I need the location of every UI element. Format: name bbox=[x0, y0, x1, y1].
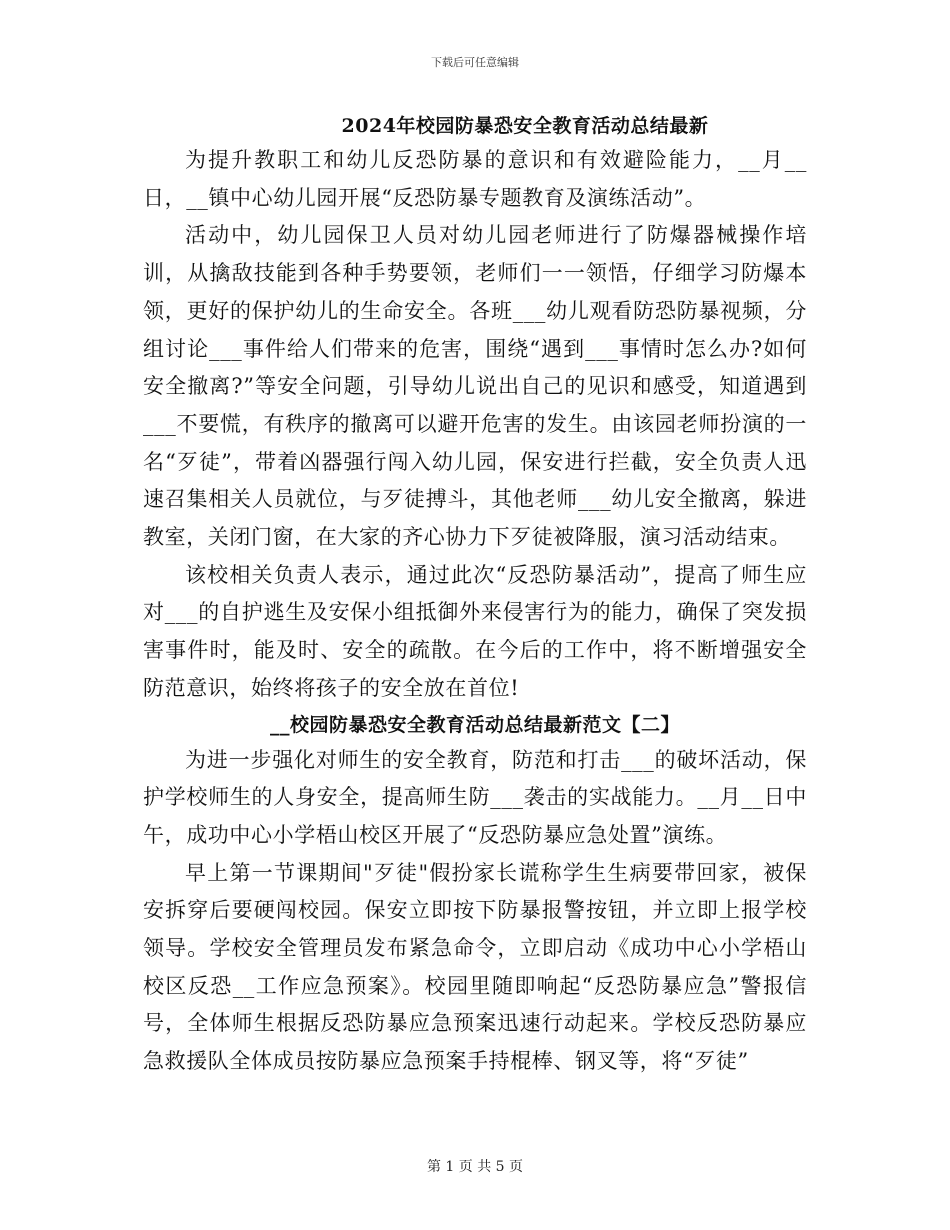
paragraph: 为提升教职工和幼儿反恐防暴的意识和有效避险能力，__月__日，__镇中心幼儿园开展“反恐防暴专题教育及演练活动”。 bbox=[143, 148, 807, 210]
document-body bbox=[143, 110, 807, 1081]
paragraph: 为进一步强化对师生的安全教育，防范和打击___的破坏活动，保护学校师生的人身安全，提高师生防___袭击的实战能力。__月__日中午，成功中心小学梧山校区开展了“反恐防暴应急处置”演练。 bbox=[143, 747, 807, 847]
page-header-note: 下载后可任意编辑 bbox=[431, 56, 519, 69]
section-title: __校园防暴恐安全教育活动总结最新范文【二】 bbox=[269, 713, 680, 736]
paragraph: 活动中，幼儿园保卫人员对幼儿园老师进行了防爆器械操作培训，从擒敌技能到各种手势要领，老师们一一领悟，仔细学习防爆本领，更好的保护幼儿的生命安全。各班___幼儿观看防恐防暴视频，分组讨论___事件给人们带来的危害，围绕“遇到___事情时怎么办?如何安全撤离?”等安全问题，引导幼儿说出自己的见识和感受，知道遇到___不要慌，有秩序的撤离可以避开危害的发生。由该园老师扮演的一名“歹徒”，带着凶器强行闯入幼儿园，保安进行拦截，安全负责人迅速召集相关人员就位，与歹徒搏斗，其他老师___幼儿安全撤离，躲进教室，关闭门窗，在大家的齐心协力下歹徒被降服，演习活动结束。 bbox=[143, 223, 807, 550]
page-number: 第 1 页 共 5 页 bbox=[426, 1159, 524, 1175]
document-title: 2024年校园防暴恐安全教育活动总结最新 bbox=[341, 115, 709, 137]
paragraph: 该校相关负责人表示，通过此次“反恐防暴活动”，提高了师生应对___的自护逃生及安保小组抵御外来侵害行为的能力，确保了突发损害事件时，能及时、安全的疏散。在今后的工作中，将不断增强安全防范意识，始终将孩子的安全放在首位! bbox=[143, 562, 807, 700]
paragraph: 早上第一节课期间"歹徒"假扮家长谎称学生生病要带回家，被保安拆穿后要硬闯校园。保安立即按下防暴报警按钮，并立即上报学校领导。学校安全管理员发布紧急命令，立即启动《成功中心小学梧山校区反恐__工作应急预案》。校园里随即响起“反恐防暴应急”警报信号，全体师生根据反恐防暴应急预案迅速行动起来。学校反恐防暴应急救援队全体成员按防暴应急预案手持棍棒、钢叉等，将“歹徒” bbox=[143, 860, 807, 1074]
